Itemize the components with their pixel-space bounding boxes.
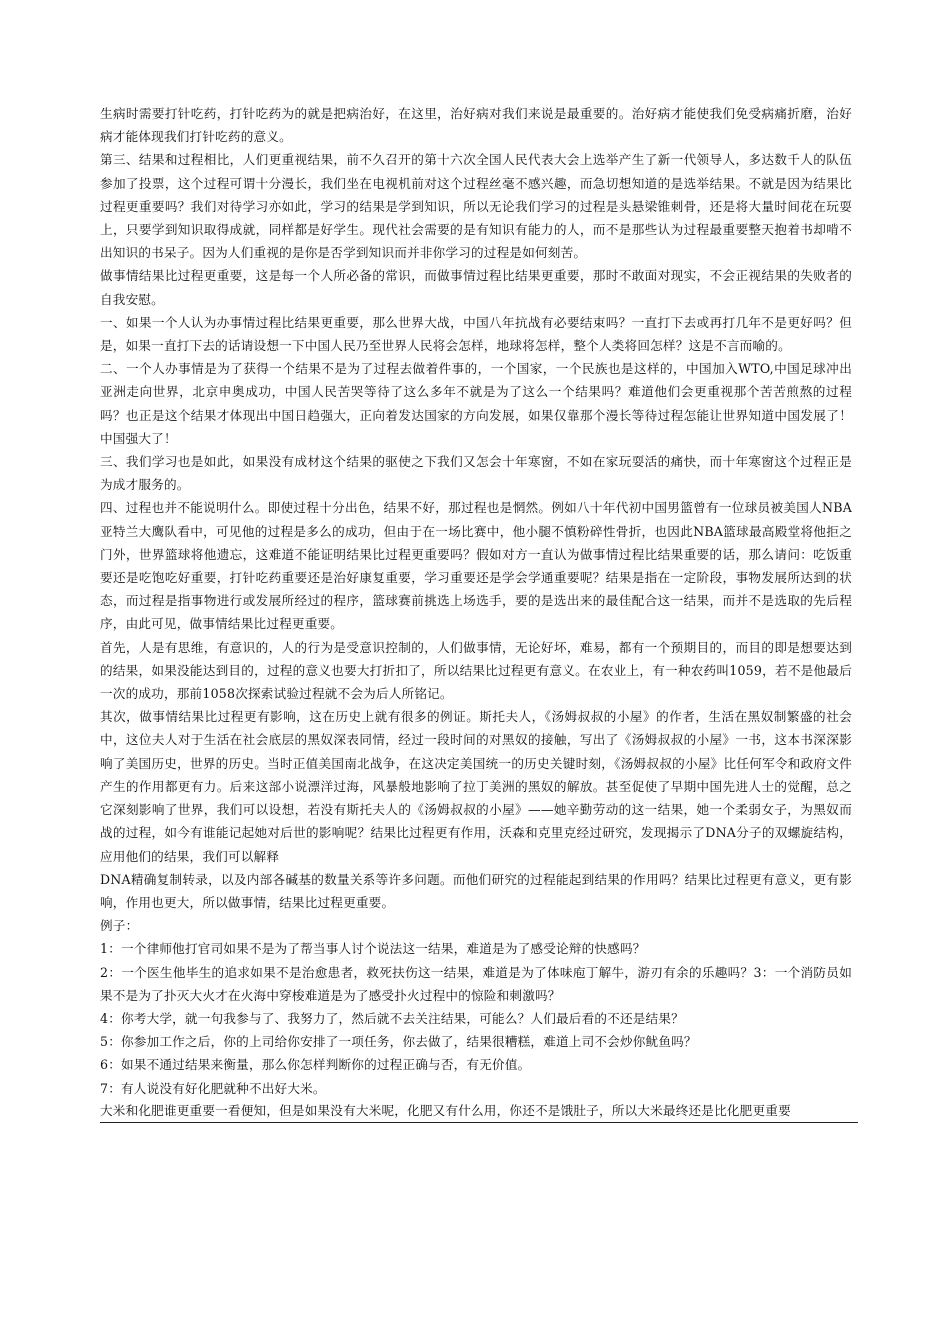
- examples-heading: 例子：: [100, 918, 139, 934]
- paragraph-10: DNA精确复制转录，以及内部各碱基的数量关系等许多问题。而他们研究的过程能起到结果的作用吗？结果比过程更有意义，更有影响，作用也更大，所以做事情，结果比过程更重要。: [100, 871, 852, 910]
- example-1: 1：一个律师他打官司如果不是为了帮当事人讨个说法这一结果，难道是为了感受论辩的快感吗？: [100, 941, 646, 957]
- paragraph-7: 四、过程也并不能说明什么。即使过程十分出色，结果不好，那过程也是惘然。例如八十年代初中国男篮曾有一位球员被美国人NBA亚特兰大鹰队看中，可见他的过程是多么的成功，但由于在一场比赛中，他小腿不慎粉碎性骨折，也因此NBA篮球最高殿堂将他拒之门外，世界篮球将他遗忘，这难道不能证明结果比过程更重要吗？假如对方一直认为做事情过程比结果重要的话，那么请问：吃饭重要还是吃饱吃好重要，打针吃药重要还是治好康复重要，学习重要还是学会学通重要呢？结果是指在一定阶段，事物发展所达到的状态，而过程是指事物进行或发展所经过的程序，篮球赛前挑选上场选手，要的是选出来的最佳配合这一结果，而并不是选取的先后程序，由此可见，做事情结果比过程更重要。: [100, 500, 852, 632]
- paragraph-6: 三、我们学习也是如此，如果没有成材这个结果的驱使之下我们又怎会十年寒窗，不如在家玩耍活的痛快，而十年寒窗这个过程正是为成才服务的。: [100, 454, 852, 493]
- paragraph-5: 二、一个人办事情是为了获得一个结果不是为了过程去做着件事的，一个国家，一个民族也是这样的，中国加入WTO,中国足球冲出亚洲走向世界，北京申奥成功，中国人民苦哭等待了这么多年不就是为了这么一个结果吗？难道他们会更重视那个苦苦煎熬的过程吗？也正是这个结果才体现出中国日趋强大，正向着发达国家的方向发展，如果仅靠那个漫长等待过程怎能让世界知道中国发展了！中国强大了！: [100, 361, 852, 446]
- final-line: 大米和化肥谁更重要一看便知，但是如果没有大米呢，化肥又有什么用，你还不是饿肚子，所以大米最终还是比化肥更重要: [100, 1100, 858, 1123]
- document-body: [100, 102, 852, 1123]
- paragraph-8: 首先，人是有思维，有意识的，人的行为是受意识控制的，人们做事情，无论好坏，难易，都有一个预期目的，而目的即是想要达到的结果，如果没能达到目的，过程的意义也要大打折扣了，所以结果比过程更有意义。在农业上，有一种农药叫1059，若不是他最后一次的成功，那前1058次探索试验过程就不会为后人所铭记。: [100, 639, 852, 702]
- paragraph-3: 做事情结果比过程更重要，这是每一个人所必备的常识，而做事情过程比结果更重要，那时不敢面对现实，不会正视结果的失败者的自我安慰。: [100, 268, 852, 307]
- example-6: 6：如果不通过结果来衡量，那么你怎样判断你的过程正确与否，有无价值。: [100, 1057, 531, 1073]
- example-2-3: 2：一个医生他毕生的追求如果不是治愈患者，救死扶伤这一结果，难道是为了体味庖丁解牛，游刃有余的乐趣吗？3：一个消防员如果不是为了扑灭大火才在火海中穿梭难道是为了感受扑火过程中的惊险和刺激吗？: [100, 964, 852, 1003]
- paragraph-1: 生病时需要打针吃药，打针吃药为的就是把病治好，在这里，治好病对我们来说是最重要的。治好病才能使我们免受病痛折磨，治好病才能体现我们打针吃药的意义。: [100, 106, 852, 145]
- example-7: 7：有人说没有好化肥就种不出好大米。: [100, 1080, 326, 1096]
- example-5: 5：你参加工作之后，你的上司给你安排了一项任务，你去做了，结果很糟糕，难道上司不会炒你鱿鱼吗？: [100, 1034, 697, 1050]
- paragraph-9: 其次，做事情结果比过程更有影响，这在历史上就有很多的例证。斯托夫人，《汤姆叔叔的小屋》的作者，生活在黑奴制繁盛的社会中，这位夫人对于生活在社会底层的黑奴深表同情，经过一段时间的对黑奴的接触，写出了《汤姆叔叔的小屋》一书，这本书深深影响了美国历史，世界的历史。当时正值美国南北战争，在这决定美国统一的历史关键时刻，《汤姆叔叔的小屋》比任何军令和政府文件产生的作用都更有力。后来这部小说漂洋过海，风暴般地影响了拉丁美洲的黑奴的解放。甚至促使了早期中国先进人士的觉醒，总之它深刻影响了世界，我们可以设想，若没有斯托夫人的《汤姆叔叔的小屋》——她辛勤劳动的这一结果，她一个柔弱女子，为黑奴而战的过程，如今有谁能记起她对后世的影响呢？结果比过程更有作用，沃森和克里克经过研究，发现揭示了DNA分子的双螺旋结构，应用他们的结果，我们可以解释: [100, 709, 852, 864]
- paragraph-2: 第三、结果和过程相比，人们更重视结果，前不久召开的第十六次全国人民代表大会上选举产生了新一代领导人，多达数千人的队伍参加了投票，这个过程可谓十分漫长，我们坐在电视机前对这个过程丝毫不感兴趣，而急切想知道的是选举结果。不就是因为结果比过程更重要吗？我们对待学习亦如此，学习的结果是学到知识，所以无论我们学习的过程是头悬梁锥刺骨，还是将大量时间花在玩耍上，只要学到知识取得成就，同样都是好学生。现代社会需要的是有知识有能力的人，而不是那些认为过程最重要整天抱着书却啃不出知识的书呆子。因为人们重视的是你是否学到知识而并非你学习的过程是如何刻苦。: [100, 152, 852, 261]
- example-4: 4：你考大学，就一句我参与了、我努力了，然后就不去关注结果，可能么？人们最后看的不还是结果？: [100, 1010, 684, 1026]
- paragraph-4: 一、如果一个人认为办事情过程比结果更重要，那么世界大战，中国八年抗战有必要结束吗？一直打下去或再打几年不是更好吗？但是，如果一直打下去的话请设想一下中国人民乃至世界人民将会怎样，地球将怎样，整个人类将回怎样？这是不言而喻的。: [100, 314, 852, 354]
